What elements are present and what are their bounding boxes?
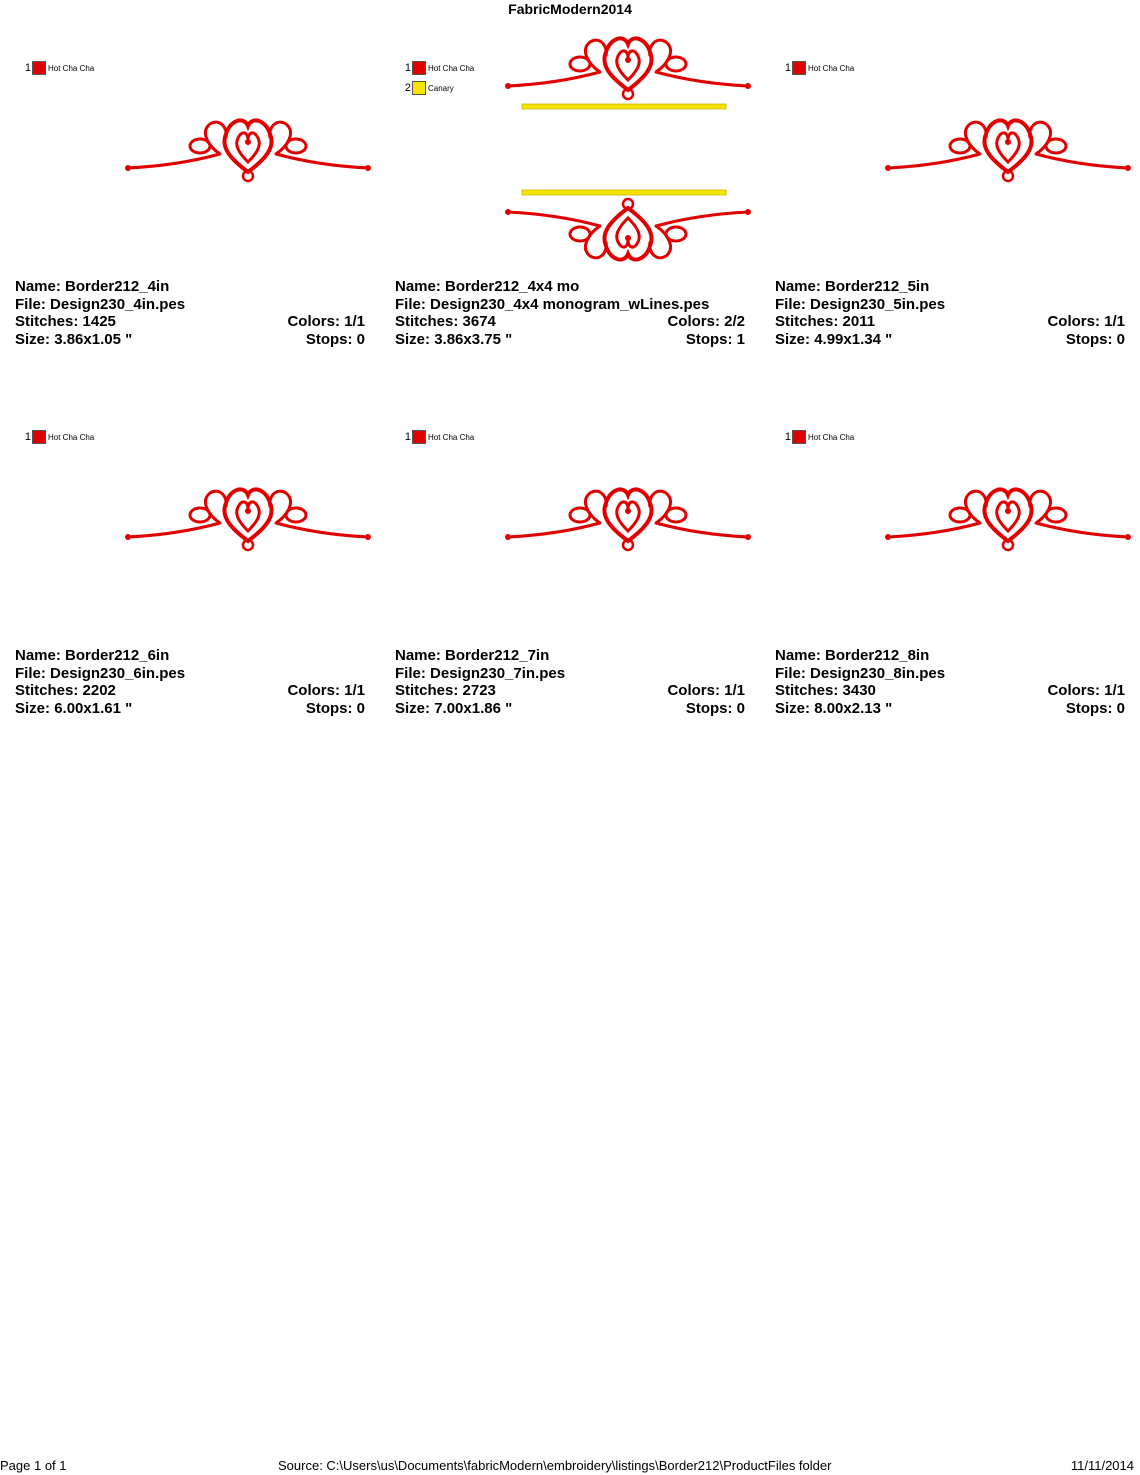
design-info: [15, 647, 365, 717]
thread-name: Hot Cha Cha: [48, 432, 95, 442]
source-path: Source: C:\Users\us\Documents\fabricModern\embroidery\listings\Border212\ProductFiles folder: [278, 1458, 832, 1473]
stop-count: Stops: 0: [685, 699, 745, 717]
stitch-count: Stitches: 2723: [395, 682, 496, 699]
embroidery-design-preview: [15, 399, 375, 669]
design-name: Name: Border212_6in: [15, 647, 170, 664]
design-size: Size: 3.86x1.05 ": [15, 330, 133, 348]
embroidery-design-preview: [395, 399, 755, 669]
thread-name: Hot Cha Cha: [808, 63, 855, 73]
stitch-count: Stitches: 1425: [15, 313, 116, 330]
embroidery-design-preview: [15, 30, 375, 300]
page-number: Page 1 of 1: [0, 1458, 67, 1473]
design-file: File: Design230_4in.pes: [15, 295, 186, 313]
color-count: Colors: 1/1: [1047, 682, 1125, 699]
design-name: Name: Border212_8in: [775, 647, 930, 664]
stop-count: Stops: 1: [685, 330, 745, 348]
embroidery-design-preview: [775, 399, 1135, 669]
design-info: [395, 647, 745, 717]
thread-name: Hot Cha Cha: [48, 63, 95, 73]
design-cell: [15, 399, 375, 759]
design-size: Size: 4.99x1.34 ": [775, 330, 893, 348]
design-cell: [775, 30, 1135, 390]
stitch-count: Stitches: 2011: [775, 313, 876, 330]
stitch-count: Stitches: 3674: [395, 313, 496, 330]
thread-item: 1 Hot Cha Cha: [784, 62, 855, 74]
stop-count: Stops: 0: [1065, 699, 1125, 717]
thread-item: 1 Hot Cha Cha: [404, 431, 475, 443]
design-cell: [395, 30, 755, 390]
color-count: Colors: 1/1: [287, 682, 365, 699]
design-file: File: Design230_4x4 monogram_wLines.pes: [395, 295, 710, 313]
print-date: 11/11/2014: [1070, 1458, 1134, 1473]
design-size: Size: 3.86x3.75 ": [395, 330, 513, 348]
thread-item: 1 Hot Cha Cha: [24, 431, 95, 443]
design-size: Size: 7.00x1.86 ": [395, 699, 513, 717]
design-cell: [775, 399, 1135, 759]
thread-name: Canary: [428, 83, 454, 93]
design-info: [775, 278, 1125, 348]
design-file: File: Design230_7in.pes: [395, 664, 566, 682]
design-name: Name: Border212_7in: [395, 647, 550, 664]
color-count: Colors: 1/1: [287, 313, 365, 330]
design-file: File: Design230_5in.pes: [775, 295, 946, 313]
design-cell: [15, 30, 375, 390]
thread-name: Hot Cha Cha: [428, 63, 475, 73]
thread-item: 2 Canary: [404, 82, 454, 94]
design-cell: [395, 399, 755, 759]
stop-count: Stops: 0: [305, 330, 365, 348]
color-count: Colors: 2/2: [667, 313, 745, 330]
design-info: [395, 278, 745, 348]
design-info: [775, 647, 1125, 717]
design-info: [15, 278, 365, 348]
design-name: Name: Border212_4in: [15, 278, 170, 295]
color-count: Colors: 1/1: [667, 682, 745, 699]
design-name: Name: Border212_5in: [775, 278, 930, 295]
design-name: Name: Border212_4x4 mo: [395, 278, 580, 295]
stop-count: Stops: 0: [305, 699, 365, 717]
thread-name: Hot Cha Cha: [428, 432, 475, 442]
stitch-count: Stitches: 3430: [775, 682, 876, 699]
thread-item: 1 Hot Cha Cha: [404, 62, 475, 74]
stitch-count: Stitches: 2202: [15, 682, 116, 699]
design-size: Size: 8.00x2.13 ": [775, 699, 893, 717]
design-file: File: Design230_6in.pes: [15, 664, 186, 682]
design-size: Size: 6.00x1.61 ": [15, 699, 133, 717]
embroidery-design-preview: [775, 30, 1135, 300]
thread-name: Hot Cha Cha: [808, 432, 855, 442]
design-file: File: Design230_8in.pes: [775, 664, 946, 682]
thread-item: 1 Hot Cha Cha: [784, 431, 855, 443]
monogram-line-top: [522, 104, 726, 109]
page-title: FabricModern2014: [508, 1, 632, 17]
thread-item: 1 Hot Cha Cha: [24, 62, 95, 74]
monogram-line-bottom: [522, 190, 726, 195]
color-count: Colors: 1/1: [1047, 313, 1125, 330]
embroidery-design-preview: [395, 30, 755, 300]
stop-count: Stops: 0: [1065, 330, 1125, 348]
